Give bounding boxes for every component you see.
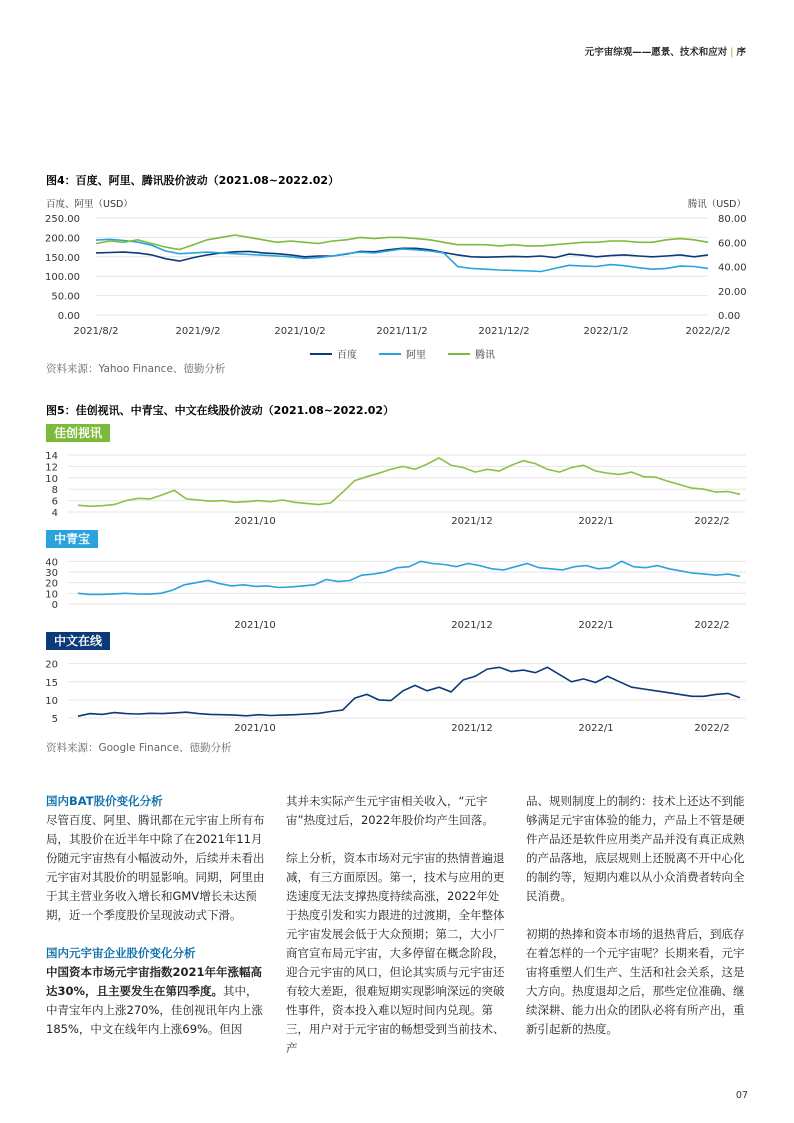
x-tick-label: 2021/12/2 [478, 326, 530, 337]
y-tick-label: 8 [51, 485, 58, 497]
x-tick-label: 2021/8/2 [73, 326, 119, 337]
text-column-1 [46, 792, 268, 1039]
x-tick-label: 2021/10 [234, 516, 276, 527]
y-left-tick-label: 200.00 [45, 233, 80, 245]
y-tick-label: 20 [45, 578, 58, 590]
figure4-right-axis-unit: 腾讯（USD） [687, 199, 746, 210]
paragraph-bat: 尽管百度、阿里、腾讯都在元宇宙上所有布局，其股价在近半年中除了在2021年11月份随元宇宙热有小幅波动外，后续并未看出元宇宙对其股价的明显影响。同期，阿里由于其主营业务收入增长和GMV增长未达预期，近一个季度股价呈现波动式下滑。 [46, 813, 265, 922]
figure5-title: 图5：佳创视讯、中青宝、中文在线股价波动（2021.08~2022.02） [46, 404, 395, 417]
y-left-tick-label: 150.00 [45, 252, 80, 264]
y-right-tick-label: 0.00 [718, 311, 741, 322]
section-heading-bat: 国内BAT股价变化分析 [46, 794, 163, 808]
panel-label-jcsx: 佳创视讯 [46, 424, 110, 442]
y-right-tick-label: 40.00 [718, 262, 747, 274]
paragraph-col2-2: 综上分析，资本市场对元宇宙的热情普遍退减，有三方面原因。第一，技术与应用的更迭速度无法支撑热度持续高涨，2022年处于热度引发和实力跟进的过渡期，全年整体元宇宙发展会低于大众预期；第二，大小厂商官宣布局元宇宙，大多停留在概念阶段，迎合元宇宙的风口，但论其实质与元宇宙还有较大差距，很难短期实现影响深远的突破性事件，资本投入难以短时间内兑现。第三，用户对于元宇宙的畅想受到当前技术、产 [286, 851, 505, 1055]
x-tick-label: 2021/12 [451, 620, 493, 631]
paragraph-col3-2: 初期的热捧和资本市场的退热背后，到底存在着怎样的一个元宇宙呢？长期来看，元宇宙将重塑人们生产、生活和社会关系，这是大方向。热度退却之后，那些定位准确、继续深耕、能力出众的团队必将有所产出，重新引起新的热度。 [526, 927, 745, 1036]
x-tick-label: 2022/1 [578, 723, 614, 734]
x-tick-label: 2021/12 [451, 723, 493, 734]
x-tick-label: 2022/2 [694, 723, 730, 734]
x-tick-label: 2021/12 [451, 516, 493, 527]
header-separator: | [730, 47, 734, 58]
legend-label-baidu: 百度 [337, 350, 357, 361]
x-tick-label: 2021/10/2 [274, 326, 326, 337]
panel-label-zqb: 中青宝 [46, 530, 98, 548]
section-heading-metaverse-stocks: 国内元宇宙企业股价变化分析 [46, 946, 196, 960]
paragraph-col3-1: 品、规则制度上的制约：技术上还达不到能够满足元宇宙体验的能力，产品上不管是硬件产品还是软件应用类产品并没有真正成熟的产品落地，底层规则上还脱离不开中心化的制约等，短期内难以从小众消费者转向全民消费。 [526, 794, 745, 903]
legend-label-tencent: 腾讯 [475, 350, 495, 361]
y-tick-label: 12 [45, 462, 58, 474]
y-tick-label: 5 [51, 714, 58, 725]
y-left-tick-label: 250.00 [45, 214, 80, 225]
x-tick-label: 2021/10 [234, 723, 276, 734]
y-left-tick-label: 50.00 [51, 291, 80, 303]
y-tick-label: 6 [51, 496, 58, 508]
header-section: 序 [736, 47, 746, 58]
y-tick-label: 40 [45, 557, 58, 569]
y-left-tick-label: 100.00 [45, 272, 80, 284]
y-tick-label: 20 [45, 659, 58, 671]
y-right-tick-label: 20.00 [718, 286, 747, 298]
y-tick-label: 14 [45, 451, 58, 462]
y-right-tick-label: 60.00 [718, 238, 747, 250]
x-tick-label: 2022/1/2 [583, 326, 629, 337]
y-tick-label: 15 [45, 677, 58, 689]
panel-label-zwzx: 中文在线 [46, 632, 110, 650]
series-line-zwzx [78, 667, 740, 716]
x-tick-label: 2022/1 [578, 516, 614, 527]
y-right-tick-label: 80.00 [718, 214, 747, 225]
x-tick-label: 2022/2 [694, 620, 730, 631]
y-tick-label: 0 [51, 600, 58, 611]
legend-label-ali: 阿里 [406, 350, 426, 361]
x-tick-label: 2021/10 [234, 620, 276, 631]
y-tick-label: 10 [45, 695, 58, 707]
paragraph-metaverse-stocks: 其中，中青宝年内上涨270%，佳创视讯年内上涨185%，中文在线年内上涨69%。但因 [46, 984, 263, 1036]
y-tick-label: 4 [51, 508, 58, 519]
figure4-title: 图4：百度、阿里、腾讯股价波动（2021.08~2022.02） [46, 174, 340, 187]
header-title: 元宇宙综观——愿景、技术和应对 [584, 47, 728, 58]
figure4-left-axis-unit: 百度、阿里（USD） [46, 199, 133, 210]
y-tick-label: 30 [45, 568, 58, 579]
x-tick-label: 2022/2/2 [685, 326, 731, 337]
y-tick-label: 10 [45, 589, 58, 601]
figure5-source: 资料来源：Google Finance、德勤分析 [46, 742, 232, 754]
text-column-3 [526, 792, 748, 1058]
figure4-source: 资料来源：Yahoo Finance、德勤分析 [46, 363, 226, 375]
paragraph-col2-1: 其并未实际产生元宇宙相关收入，“元宇宙”热度过后，2022年股价均产生回落。 [286, 794, 494, 827]
bold-lead-sentence: 中国资本市场元宇宙指数2021年年涨幅高达30%，且主要发生在第四季度。 [46, 965, 263, 998]
x-tick-label: 2021/9/2 [175, 326, 221, 337]
x-tick-label: 2022/2 [694, 516, 730, 527]
text-column-2 [286, 792, 508, 1077]
page-number: 07 [735, 1090, 748, 1101]
x-tick-label: 2021/11/2 [376, 326, 428, 337]
y-left-tick-label: 0.00 [57, 311, 80, 322]
y-tick-label: 10 [45, 473, 58, 485]
x-tick-label: 2022/1 [578, 620, 614, 631]
